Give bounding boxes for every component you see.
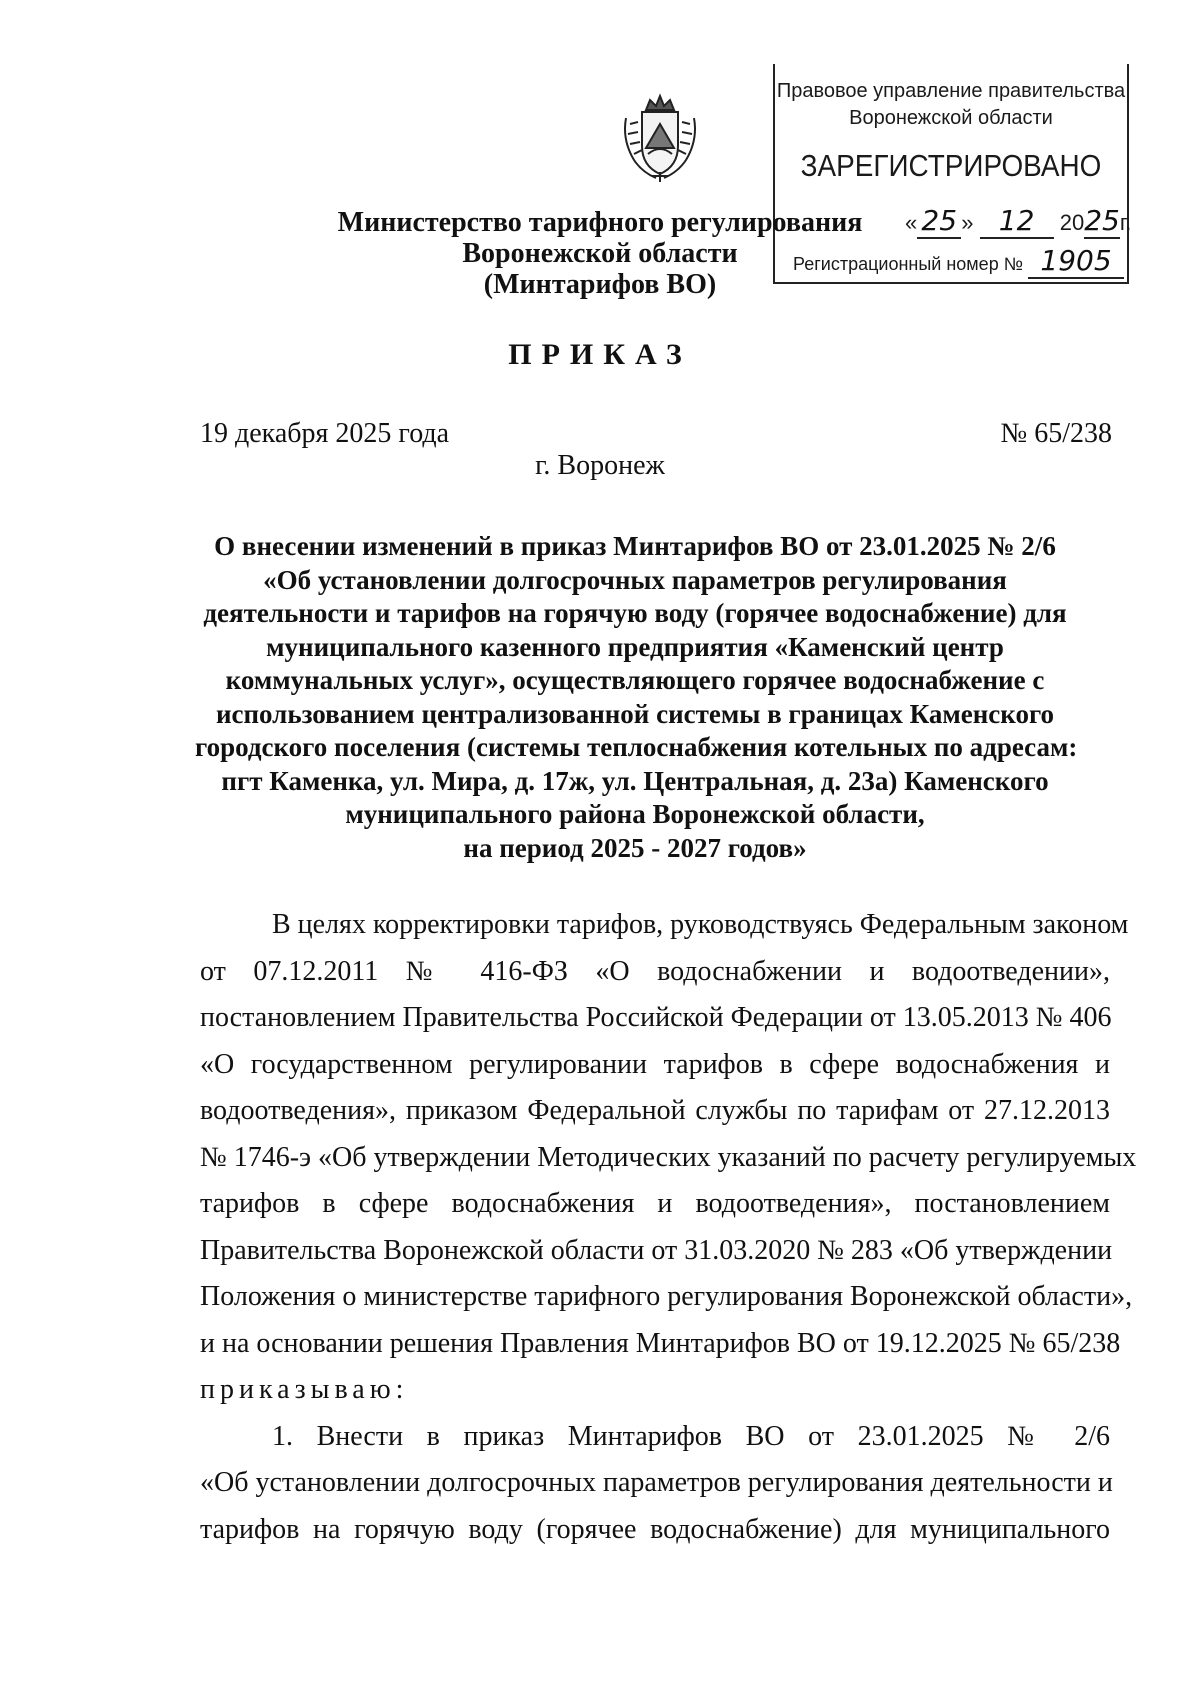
stamp-reg-number: 1905: [1028, 244, 1124, 279]
body-line: постановлением Правительства Российской Федерации от 13.05.2013 № 406: [200, 1002, 1112, 1033]
stamp-date: « 25 » 12 2025г.: [905, 204, 1132, 237]
body-line: Правительства Воронежской области от 31.03.2020 № 283 «Об утверждении: [200, 1234, 1113, 1266]
subject-line: муниципального района Воронежской области,: [345, 799, 925, 829]
body-line: тарифов на горячую воду (горячее водоснабжение) для муниципального: [200, 1513, 1110, 1545]
stamp-year-unit: г.: [1119, 210, 1132, 235]
ministry-heading: [0, 207, 1200, 300]
body-line: В целях корректировки тарифов, руководствуясь Федеральным законом: [272, 909, 1129, 940]
ministry-line-1: Министерство тарифного регулирования: [337, 207, 863, 238]
ministry-line-2: Воронежской области: [462, 238, 738, 269]
stamp-line-1: Правовое управление правительства: [776, 80, 1126, 102]
body-line: № 1746-э «Об утверждении Методических указаний по расчету регулируемых: [200, 1141, 1137, 1173]
body-line: водоотведения», приказом Федеральной службы по тарифам от 27.12.2013: [200, 1095, 1110, 1126]
document-city: г. Воронеж: [535, 450, 665, 481]
document-title: ПРИКАЗ: [508, 338, 692, 371]
subject-line: деятельности и тарифов на горячую воду (горячее водоснабжение) для: [203, 598, 1067, 628]
stamp-header: [775, 78, 1127, 132]
subject-line: на период 2025 - 2027 годов»: [463, 832, 807, 863]
document-body: [200, 902, 1137, 1553]
stamp-year-prefix: 20: [1059, 210, 1085, 235]
body-line: «Об установлении долгосрочных параметров регулирования деятельности и: [200, 1467, 1113, 1498]
stamp-month: 12: [980, 204, 1054, 239]
coat-of-arms-icon: [612, 88, 708, 184]
stamp-reg-label: Регистрационный номер №: [793, 254, 1024, 274]
subject-line: муниципального казенного предприятия «Каменский центр: [266, 631, 1004, 662]
body-line: 1. Внести в приказ Минтарифов ВО от 23.01.2025 № 2/6: [272, 1420, 1110, 1452]
ministry-line-3: (Минтарифов ВО): [483, 269, 717, 300]
subject-line: городского поселения (системы теплоснабжения котельных по адресам:: [195, 732, 1078, 762]
stamp-line-2: Воронежской области: [849, 107, 1053, 129]
document-subject: [195, 530, 1078, 865]
document-number: № 65/238: [1000, 418, 1112, 449]
stamp-day: 25: [917, 204, 961, 239]
stamp-registered-label: ЗАРЕГИСТРИРОВАНО: [800, 148, 1102, 183]
stamp-year-suffix: 25: [1084, 204, 1120, 237]
body-line: Положения о министерстве тарифного регулирования Воронежской области»,: [200, 1281, 1133, 1312]
subject-line: О внесении изменений в приказ Минтарифов ВО от 23.01.2025 № 2/6: [214, 531, 1056, 561]
subject-line: пгт Каменка, ул. Мира, д. 17ж, ул. Центральная, д. 23а) Каменского: [221, 765, 1049, 796]
body-line-order-word: приказываю:: [200, 1374, 409, 1405]
document-date: 19 декабря 2025 года: [200, 418, 450, 449]
body-line: «О государственном регулировании тарифов в сфере водоснабжения и: [200, 1048, 1110, 1080]
subject-line: коммунальных услуг», осуществляющего горячее водоснабжение с: [225, 665, 1045, 695]
body-line: от 07.12.2011 № 416-ФЗ «О водоснабжении и водоотведении»,: [200, 955, 1110, 987]
body-line: и на основании решения Правления Минтарифов ВО от 19.12.2025 № 65/238: [200, 1327, 1121, 1359]
body-line: тарифов в сфере водоснабжения и водоотведения», постановлением: [200, 1188, 1110, 1219]
subject-line: «Об установлении долгосрочных параметров регулирования: [263, 564, 1007, 595]
subject-line: использованием централизованной системы в границах Каменского: [215, 698, 1055, 729]
